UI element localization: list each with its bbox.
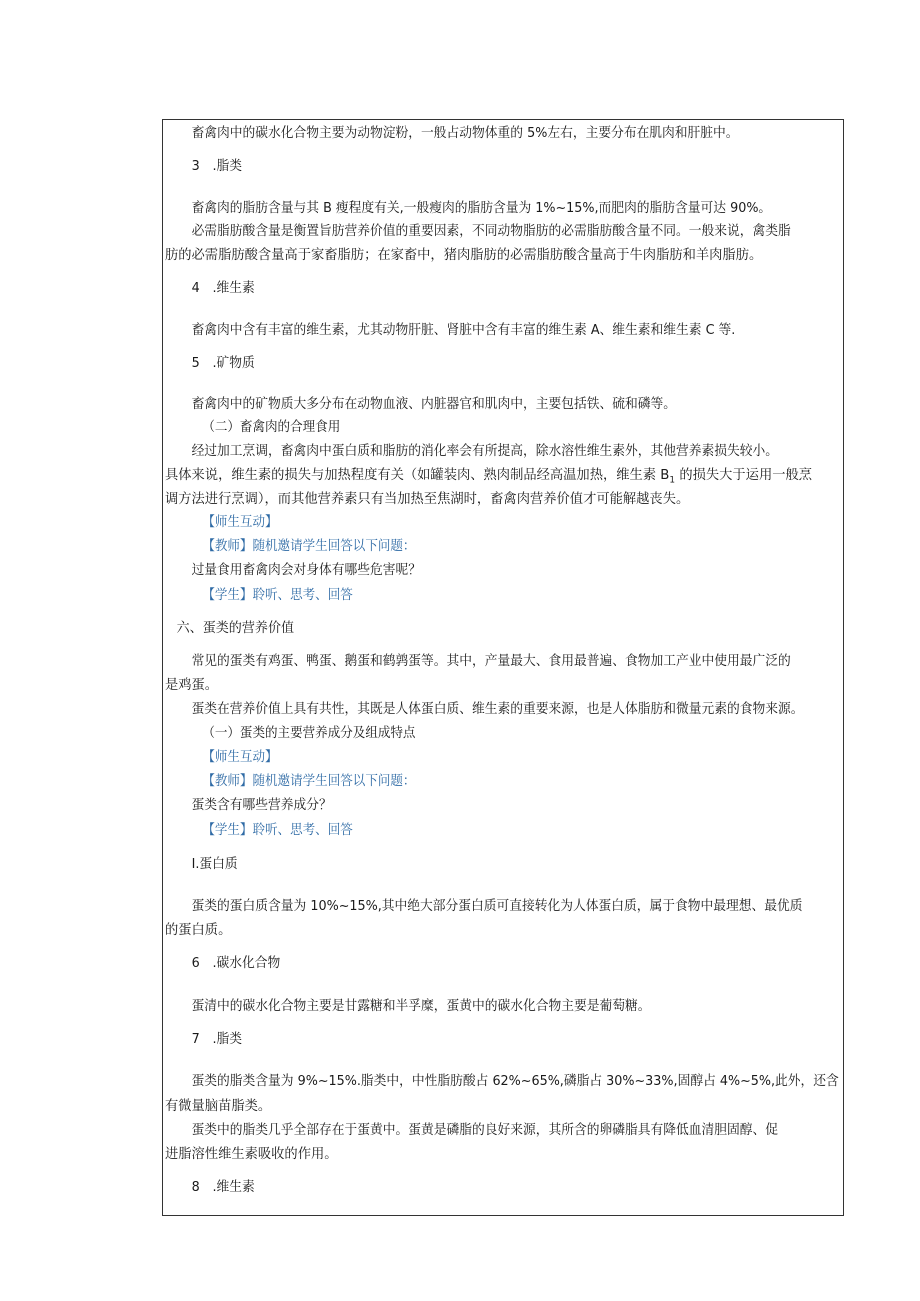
question-line: 蛋类含有哪些营养成分？ <box>191 798 332 813</box>
question-line: 过量食用畜禽肉会对身体有哪些危害呢？ <box>191 563 422 578</box>
paragraph-line: 蛋类在营养价值上具有共性，其既是人体蛋白质、维生素的重要来源，也是人体脂肪和微量元素的食物来源。 <box>191 702 804 717</box>
heading-text: .脂类 <box>212 159 243 174</box>
paragraph-line: 畜禽肉中的矿物质大多分布在动物血液、内脏器官和肌肉中，主要包括铁、硫和磷等。 <box>191 397 677 412</box>
paragraph-line: 蛋类的脂类含量为 9%~15%.脂类中，中性脂肪酸占 62%~65%,磷脂占 30%~33%,固醇占 4%~5%,此外，还含 <box>191 1074 839 1089</box>
heading-number: 6 <box>191 956 200 971</box>
heading-text: .脂类 <box>212 1032 243 1047</box>
section-heading: I.蛋白质 <box>191 857 238 872</box>
section-heading <box>163 955 839 973</box>
student-label: 【学生】聆听、思考、回答 <box>202 588 353 603</box>
subsection-heading: （二）畜禽肉的合理食用 <box>202 420 341 435</box>
section-heading <box>163 1179 839 1197</box>
teacher-label: 【教师】随机邀请学生回答以下问题： <box>202 774 416 789</box>
interaction-label: 【师生互动】 <box>202 515 278 530</box>
section-heading <box>163 1031 839 1049</box>
subsection-heading: （一）蛋类的主要营养成分及组成特点 <box>202 726 416 741</box>
interaction-label: 【师生互动】 <box>202 750 278 765</box>
heading-text: .维生素 <box>212 1180 255 1195</box>
teacher-label: 【教师】随机邀请学生回答以下问题： <box>202 539 416 554</box>
paragraph-line: 常见的蛋类有鸡蛋、鸭蛋、鹅蛋和鹤鹑蛋等。其中，产量最大、食用最普遍、食物加工产业中使用最广泛的 <box>191 654 791 669</box>
section-heading <box>163 280 839 298</box>
section-heading <box>163 158 839 176</box>
paragraph-line: 蛋清中的碳水化合物主要是甘露糖和半孚糜，蛋黄中的碳水化合物主要是葡萄糖。 <box>191 999 651 1014</box>
subscript: 1 <box>669 475 676 486</box>
paragraph-line: 进脂溶性维生素吸收的作用。 <box>164 1147 338 1162</box>
paragraph-line: 必需脂肪酸含量是衡置旨肪营养价值的重要因素，不同动物脂肪的必需脂肪酸含量不同。一般来说，禽类脂 <box>191 224 791 239</box>
heading-number: 3 <box>191 159 200 174</box>
paragraph-line: 蛋类的蛋白质含量为 10%~15%,其中绝大部分蛋白质可直接转化为人体蛋白质，属于食物中最理想、最优质 <box>191 899 803 914</box>
paragraph-line: 是鸡蛋。 <box>164 678 219 693</box>
heading-number: 7 <box>191 1032 200 1047</box>
heading-number: 5 <box>191 356 200 371</box>
paragraph-line: 有微量脑苗脂类。 <box>164 1099 272 1114</box>
paragraph-line: 蛋类中的脂类几乎全部存在于蛋黄中。蛋黄是磷脂的良好来源，其所含的卵磷脂具有降低血清胆固醇、促 <box>191 1123 779 1138</box>
heading-text: .矿物质 <box>212 356 255 371</box>
text-run: 具体来说，维生素的损失与加热程度有关（如罐装肉、熟肉制品经高温加热，维生素 B <box>164 468 670 483</box>
heading-number: 4 <box>191 281 200 296</box>
section-title: 六、蛋类的营养价值 <box>176 621 295 636</box>
paragraph-line: 肪的必需脂肪酸含量高于家畜脂肪；在家畜中，猪肉脂肪的必需脂肪酸含量高于牛肉脂肪和羊肉脂肪。 <box>164 248 763 263</box>
student-label: 【学生】聆听、思考、回答 <box>202 823 353 838</box>
document-table-cell <box>162 119 844 1216</box>
paragraph-line: 的蛋白质。 <box>164 923 232 938</box>
paragraph-line: 畜禽肉的脂肪含量与其 B 瘦程度有关,一般瘦肉的脂肪含量为 1%~15%,而肥肉的脂肪含量可达 90%。 <box>191 201 772 216</box>
heading-text: .维生素 <box>212 281 255 296</box>
section-heading <box>163 355 839 373</box>
heading-text: .碳水化合物 <box>212 956 281 971</box>
paragraph-line: 调方法进行烹调），而其他营养素只有当加热至焦湖时，畜禽肉营养价值才可能解越丧失。 <box>164 492 690 507</box>
paragraph-line <box>163 467 839 490</box>
paragraph-line: 畜禽肉中含有丰富的维生素，尤其动物肝脏、肾脏中含有丰富的维生素 A、维生素和维生素 C 等. <box>191 323 736 338</box>
paragraph-line: 畜禽肉中的碳水化合物主要为动物淀粉，一般占动物体重的 5%左右，主要分布在肌肉和肝脏中。 <box>191 126 739 141</box>
heading-number: 8 <box>191 1180 200 1195</box>
paragraph-line: 经过加工烹调，畜禽肉中蛋白质和脂肪的消化率会有所提高，除水溶性维生素外，其他营养素损失较小。 <box>191 444 779 459</box>
text-run: 的损失大于运用一般烹 <box>675 468 813 483</box>
